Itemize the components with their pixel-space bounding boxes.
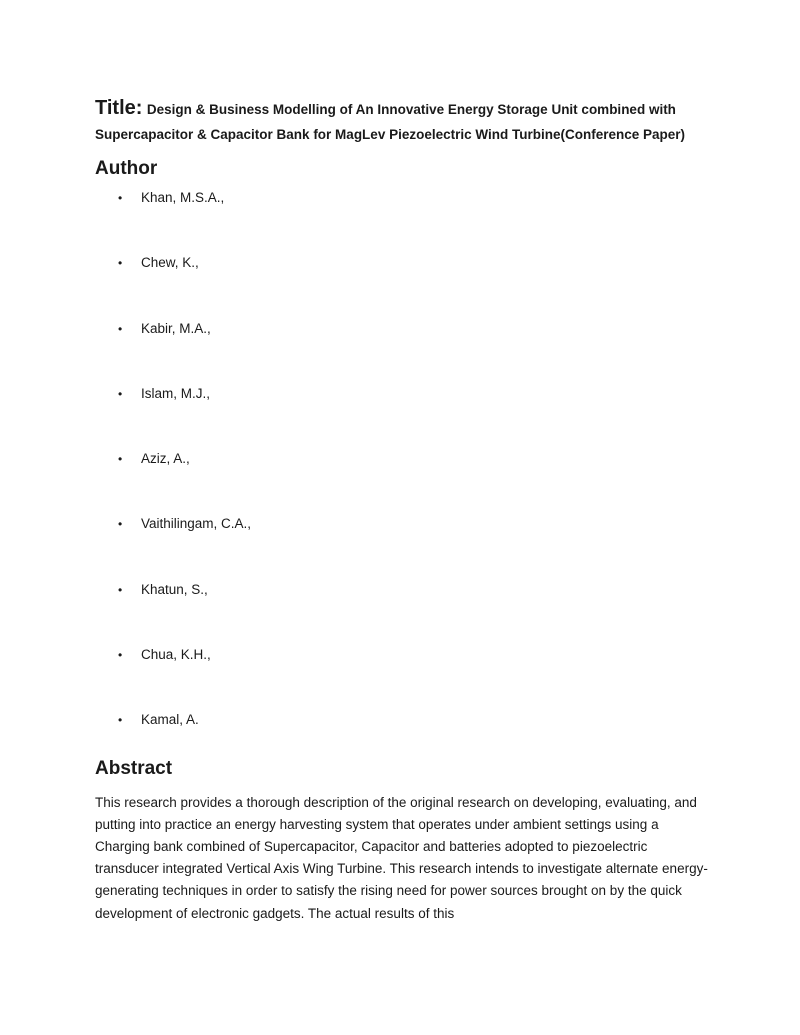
author-list [95, 188, 715, 776]
document-page [95, 96, 715, 925]
title-text: Design & Business Modelling of An Innovative Energy Storage Unit combined with Supercapacitor & Capacitor Bank for MagLev Piezoelectric Wind Turbine(Conference Paper) [95, 102, 686, 142]
author-name: Kabir, M.A., [141, 320, 211, 336]
bullet-icon: • [118, 386, 123, 401]
bullet-icon: • [118, 713, 123, 728]
bullet-icon: • [118, 256, 123, 271]
bullet-icon: • [118, 191, 123, 205]
bullet-icon: • [118, 517, 123, 532]
author-name: Khatun, S., [141, 581, 208, 597]
paper-title [95, 96, 715, 147]
author-name: Chew, K., [141, 255, 199, 271]
abstract-paragraph: This research provides a thorough description of the original research on developing, evaluating, and putting into practice an energy harvesting system that operates under ambient settings using a Charging bank combined of Supercapacitor, Capacitor and batteries adopted to piezoelectric transducer integrated Vertical Axis Wing Turbine. This research intends to investigate alternate energy-generating techniques in order to satisfy the rising need for power sources brought on by the quick development of electronic gadgets. The actual results of this [95, 794, 708, 921]
bullet-icon: • [118, 452, 123, 467]
author-list-item [95, 645, 715, 710]
author-name: Islam, M.J., [141, 385, 211, 401]
author-list-item [95, 449, 715, 514]
author-list-item [95, 514, 715, 579]
author-list-item [95, 710, 715, 775]
author-list-item [95, 384, 715, 449]
author-list-item [95, 253, 715, 318]
bullet-icon: • [118, 582, 123, 597]
author-name: Khan, M.S.A., [141, 190, 225, 205]
title-label: Title: [95, 97, 143, 119]
author-name: Chua, K.H., [141, 647, 211, 663]
bullet-icon: • [118, 648, 123, 663]
author-name: Vaithilingam, C.A., [141, 516, 252, 532]
author-name: Aziz, A., [141, 451, 190, 467]
abstract-heading: Abstract [95, 757, 173, 779]
bullet-icon: • [118, 321, 123, 336]
author-list-item [95, 580, 715, 645]
author-heading: Author [95, 158, 158, 179]
author-list-item [95, 188, 715, 253]
author-name: Kamal, A. [141, 712, 199, 728]
author-list-item [95, 319, 715, 384]
